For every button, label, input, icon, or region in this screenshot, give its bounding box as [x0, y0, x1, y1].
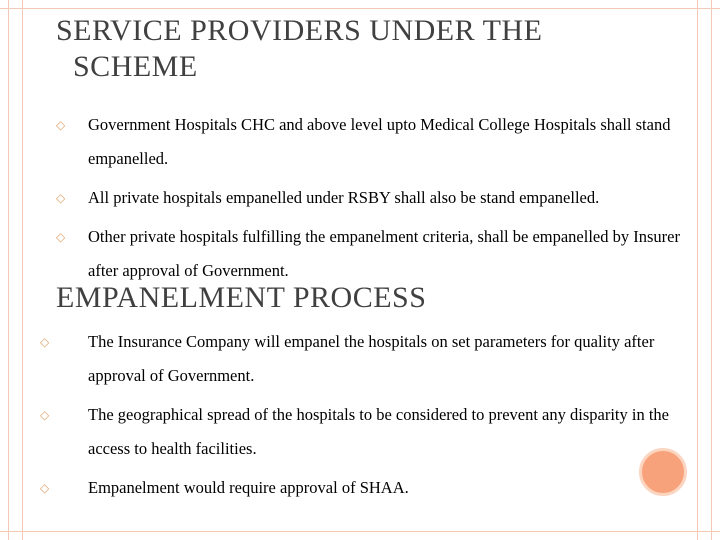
- section2-list-item: [30, 325, 686, 393]
- section1-item-text: All private hospitals empanelled under RSBY shall also be stand empanelled.: [88, 188, 600, 207]
- section2-list: [30, 325, 686, 505]
- hollow-diamond-bullet-icon: ◇: [56, 118, 66, 132]
- section2-item-text: The Insurance Company will empanel the hospitals on set parameters for quality after approval of Government.: [88, 332, 655, 385]
- decorative-orange-circle: [639, 448, 687, 496]
- section1-title: [56, 13, 542, 85]
- section1-list: [56, 108, 686, 288]
- section1-item-text: Other private hospitals fulfilling the empanelment criteria, shall be empanelled by Insurer after approval of Government.: [88, 227, 680, 280]
- frame-line-right-outer: [711, 0, 712, 540]
- section1-title-line1: SERVICE PROVIDERS UNDER THE: [56, 14, 543, 47]
- section2-item-text: The geographical spread of the hospitals to be considered to prevent any disparity in the access to health facilities.: [88, 405, 669, 458]
- frame-line-right-inner: [697, 0, 698, 540]
- section2-list-item: [30, 471, 686, 505]
- section1-item-text: Government Hospitals CHC and above level upto Medical College Hospitals shall stand empanelled.: [88, 115, 671, 168]
- hollow-diamond-bullet-icon: ◇: [40, 408, 50, 422]
- section2-list-item: [30, 398, 686, 466]
- hollow-diamond-bullet-icon: ◇: [56, 191, 66, 205]
- hollow-diamond-bullet-icon: ◇: [40, 481, 50, 495]
- section1-title-line2: SCHEME: [73, 50, 198, 83]
- hollow-diamond-bullet-icon: ◇: [56, 230, 66, 244]
- frame-line-bottom: [0, 531, 720, 532]
- section1-list-item: [56, 220, 686, 288]
- frame-line-left-inner: [22, 0, 23, 540]
- section1-list-item: [56, 181, 686, 215]
- frame-line-left-outer: [8, 0, 9, 540]
- section2-item-text: Empanelment would require approval of SHAA.: [88, 478, 409, 497]
- hollow-diamond-bullet-icon: ◇: [40, 335, 50, 349]
- frame-line-top: [0, 8, 720, 9]
- section2-title: EMPANELMENT PROCESS: [56, 281, 427, 314]
- section1-list-item: [56, 108, 686, 176]
